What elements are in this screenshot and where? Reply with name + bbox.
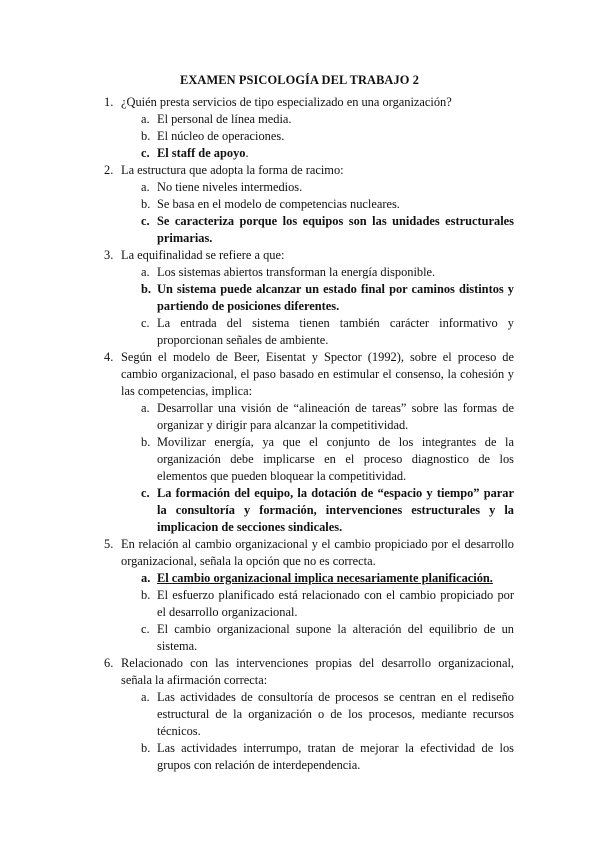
- option-letter: c.: [141, 146, 150, 160]
- option-letter: c.: [141, 316, 150, 330]
- option-list: [0, 689, 599, 774]
- option-suffix: .: [245, 146, 249, 160]
- page-title: EXAMEN PSICOLOGÍA DEL TRABAJO 2: [179, 73, 420, 87]
- answer-option-a: [0, 400, 599, 434]
- option-text: Desarrollar una visión de “alineación de tareas” sobre las formas de organizar y dirigir para alcanzar la competitividad.: [157, 401, 514, 432]
- question-4: [0, 349, 599, 400]
- question-text: La equifinalidad se refiere a que:: [121, 248, 285, 262]
- question-6: [0, 655, 599, 689]
- option-text: Un sistema puede alcanzar un estado final por caminos distintos y partiendo de posiciones diferentes.: [157, 282, 514, 313]
- question-list: [0, 94, 599, 774]
- question-text: La estructura que adopta la forma de racimo:: [121, 163, 344, 177]
- option-letter: c.: [141, 622, 150, 636]
- question-number: 2.: [104, 163, 114, 177]
- option-list: [0, 179, 599, 247]
- option-text: Movilizar energía, ya que el conjunto de los integrantes de la organización debe implicarse en el proceso diagnostico de los elementos que pueden bloquear la competitividad.: [157, 435, 514, 483]
- option-text: El esfuerzo planificado está relacionado con el cambio propiciado por el desarrollo organizacional.: [157, 588, 514, 619]
- answer-option-c: [0, 485, 599, 536]
- answer-option-b: [0, 281, 599, 315]
- option-letter: b.: [141, 741, 151, 755]
- answer-option-c: [0, 213, 599, 247]
- option-letter: c.: [141, 486, 150, 500]
- option-text: El cambio organizacional implica necesariamente planificación.: [157, 571, 493, 585]
- answer-option-b: [0, 740, 599, 774]
- option-letter: b.: [141, 435, 151, 449]
- answer-option-b: [0, 587, 599, 621]
- answer-option-b: [0, 196, 599, 213]
- option-letter: a.: [141, 571, 151, 585]
- option-text: Las actividades de consultoría de procesos se centran en el rediseño estructural de la organización o de los procesos, mediante recursos técnicos.: [157, 690, 514, 738]
- option-letter: a.: [141, 112, 150, 126]
- option-letter: c.: [141, 214, 150, 228]
- question-number: 4.: [104, 350, 114, 364]
- option-text: El cambio organizacional supone la alteración del equilibrio de un sistema.: [157, 622, 514, 653]
- question-1: [0, 94, 599, 111]
- option-text: Los sistemas abiertos transforman la energía disponible.: [157, 265, 436, 279]
- answer-option-b: [0, 128, 599, 145]
- option-text: El núcleo de operaciones.: [157, 129, 285, 143]
- option-text: La formación del equipo, la dotación de “espacio y tiempo” parar la consultoría y formación, intervenciones estructurales y la implicacion de secciones sindicales.: [157, 486, 514, 534]
- answer-option-c: [0, 315, 599, 349]
- question-number: 3.: [104, 248, 114, 262]
- answer-option-c: [0, 145, 599, 162]
- option-text: La entrada del sistema tienen también carácter informativo y proporcionan señales de ambiente.: [157, 316, 514, 347]
- option-text: Se caracteriza porque los equipos son las unidades estructurales primarias.: [157, 214, 514, 245]
- question-2: [0, 162, 599, 179]
- option-list: [0, 400, 599, 536]
- question-number: 1.: [104, 95, 114, 109]
- option-text: No tiene niveles intermedios.: [157, 180, 303, 194]
- option-text: Se basa en el modelo de competencias nucleares.: [157, 197, 400, 211]
- option-letter: b.: [141, 197, 151, 211]
- question-number: 5.: [104, 537, 114, 551]
- answer-option-a: [0, 689, 599, 740]
- question-text: ¿Quién presta servicios de tipo especializado en una organización?: [121, 95, 452, 109]
- option-text: El personal de línea media.: [157, 112, 292, 126]
- question-number: 6.: [104, 656, 114, 670]
- answer-option-a: [0, 111, 599, 128]
- option-list: [0, 111, 599, 162]
- option-text: Las actividades interrumpo, tratan de mejorar la efectividad de los grupos con relación de interdependencia.: [157, 741, 514, 772]
- option-list: [0, 570, 599, 655]
- option-list: [0, 264, 599, 349]
- answer-option-c: [0, 621, 599, 655]
- question-5: [0, 536, 599, 570]
- option-letter: a.: [141, 401, 150, 415]
- option-letter: b.: [141, 588, 151, 602]
- question-text: En relación al cambio organizacional y el cambio propiciado por el desarrollo organizacional, señala la opción que no es correcta.: [121, 537, 514, 568]
- question-3: [0, 247, 599, 264]
- answer-option-a: [0, 264, 599, 281]
- option-letter: b.: [141, 282, 151, 296]
- option-letter: b.: [141, 129, 151, 143]
- option-letter: a.: [141, 265, 150, 279]
- answer-option-b: [0, 434, 599, 485]
- question-text: Relacionado con las intervenciones propias del desarrollo organizacional, señala la afirmación correcta:: [121, 656, 514, 687]
- answer-option-a: [0, 179, 599, 196]
- option-letter: a.: [141, 690, 150, 704]
- question-text: Según el modelo de Beer, Eisentat y Spector (1992), sobre el proceso de cambio organizacional, el paso basado en estimular el consenso, la cohesión y las competencias, implica:: [121, 350, 514, 398]
- option-letter: a.: [141, 180, 150, 194]
- answer-option-a: [0, 570, 599, 587]
- option-text: El staff de apoyo: [157, 146, 246, 160]
